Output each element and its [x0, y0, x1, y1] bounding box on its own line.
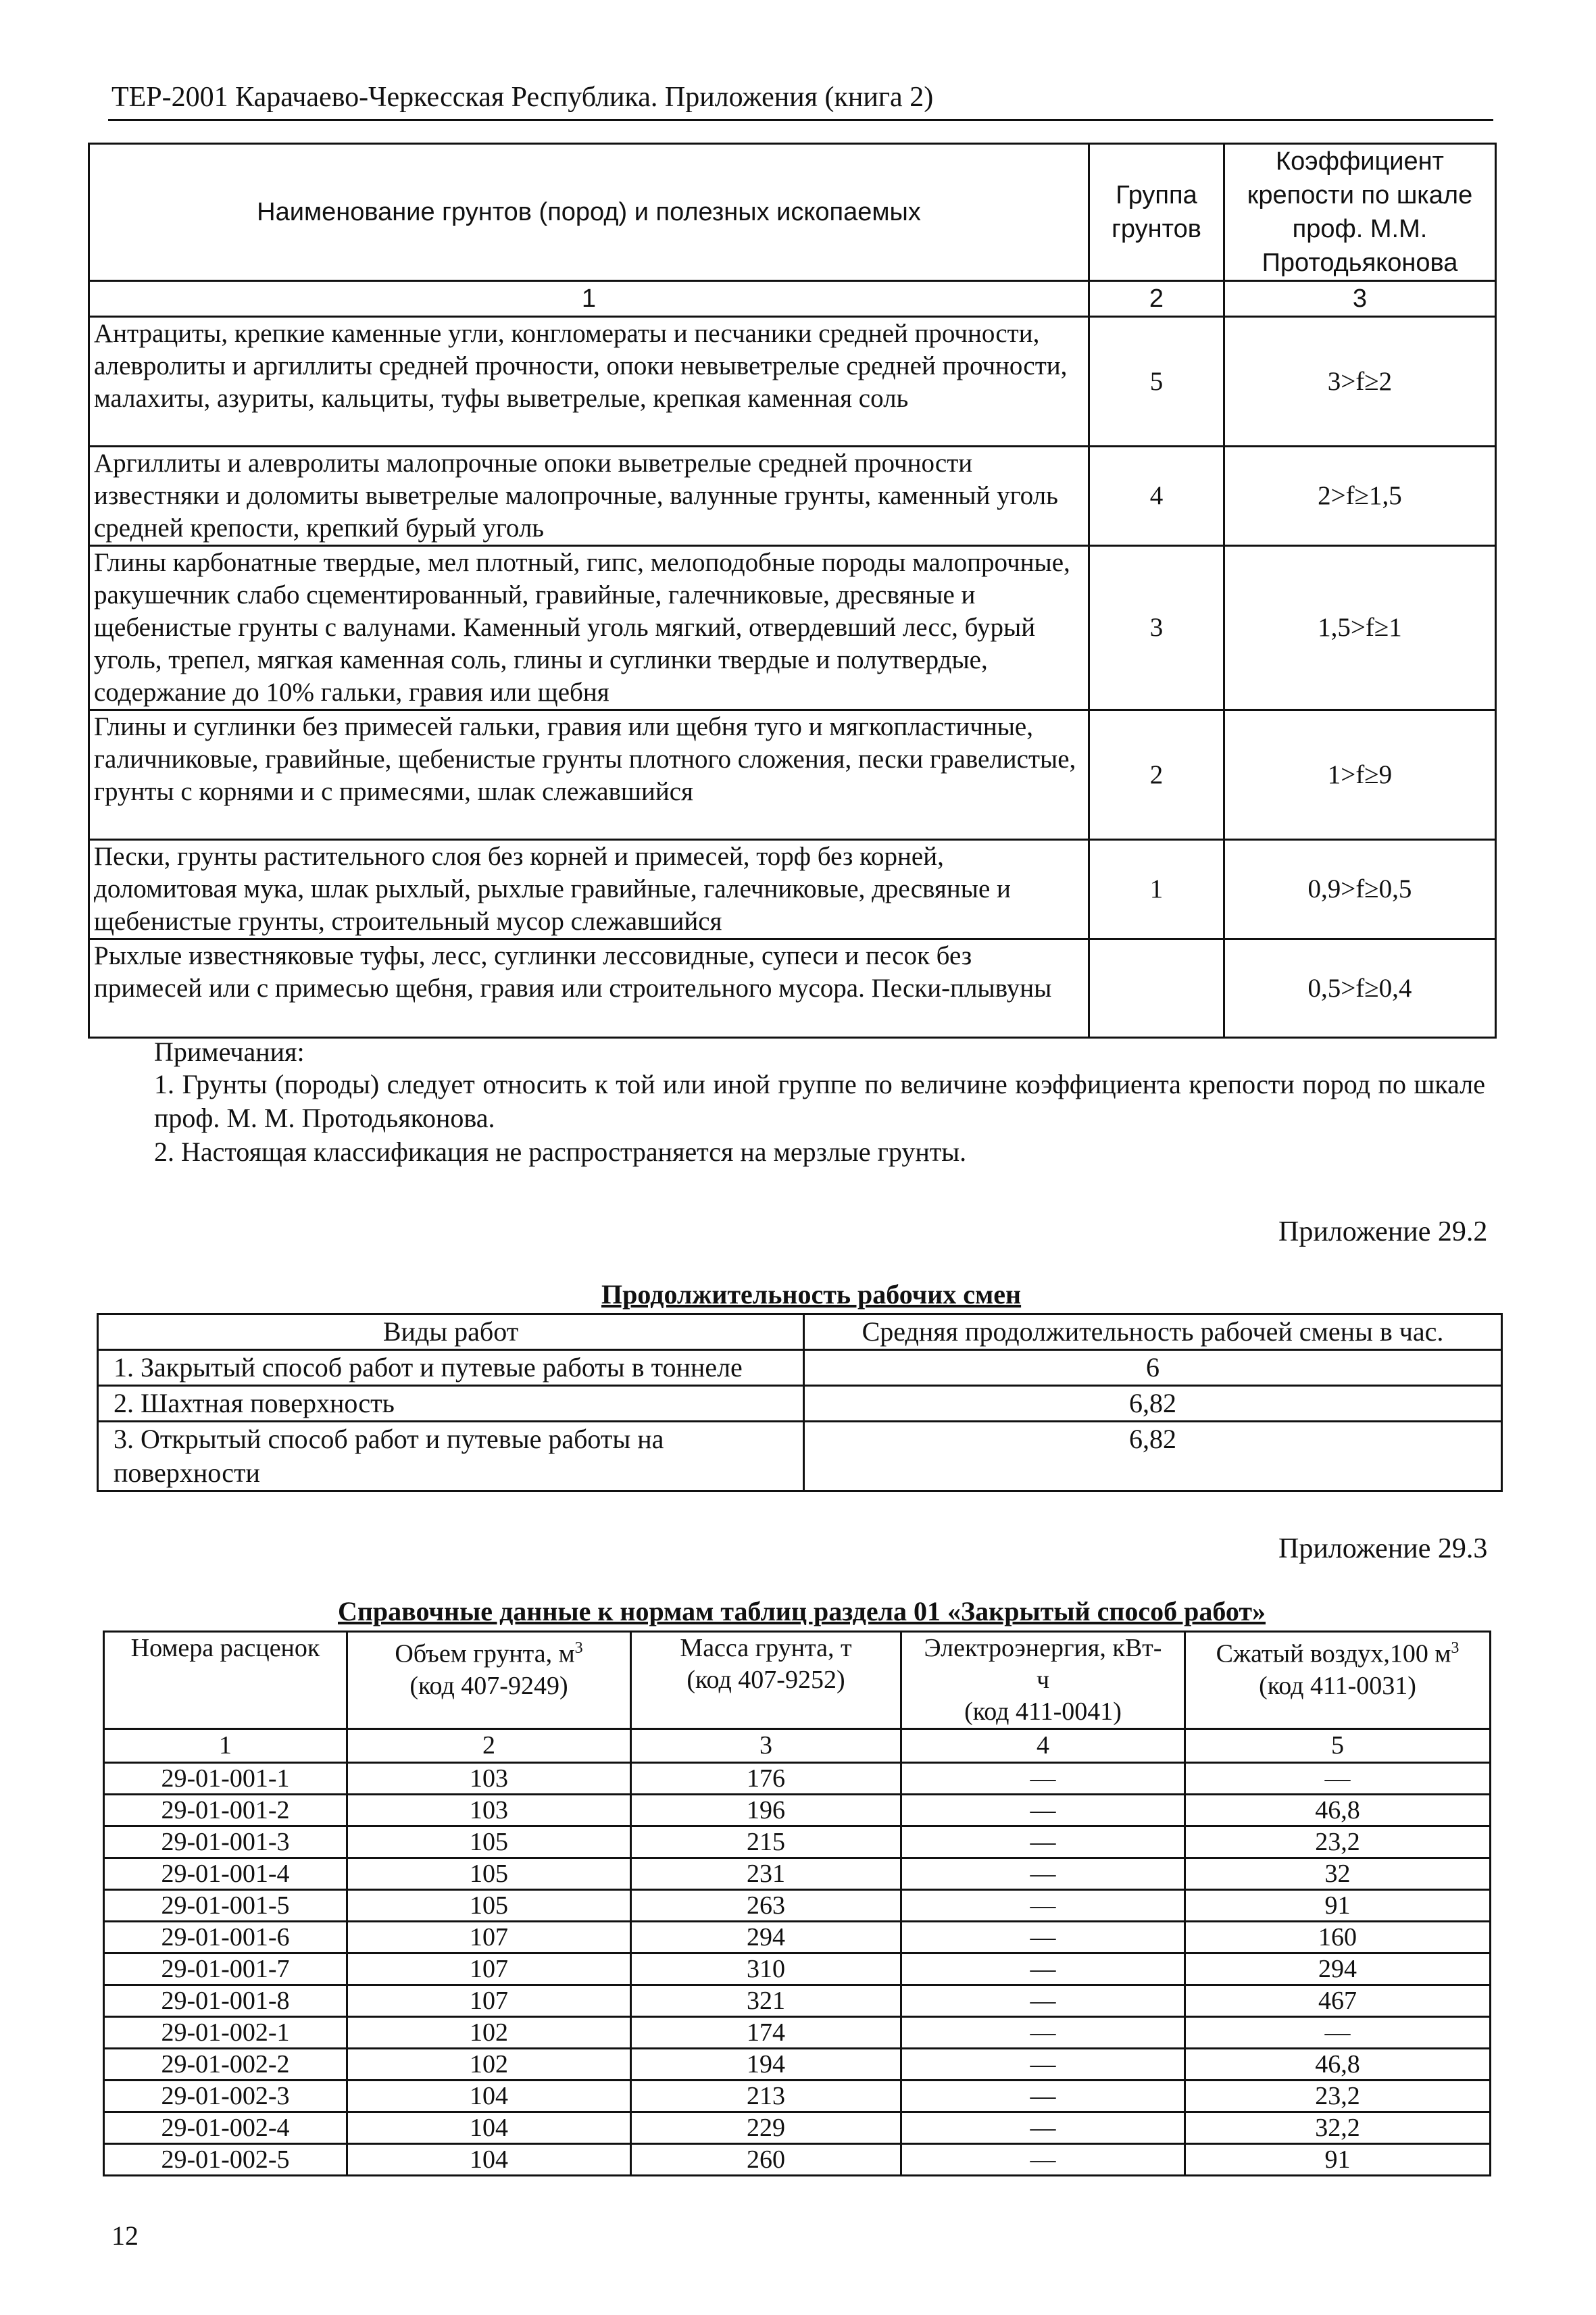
work-type: 2. Шахтная поверхность — [98, 1386, 804, 1422]
running-header: ТЕР-2001 Карачаево-Черкесская Республика. Приложения (книга 2) — [111, 82, 934, 113]
table-row — [98, 1350, 1502, 1386]
header-text: Сжатый воздух,100 м — [1216, 1639, 1451, 1668]
rate-code: 29-01-001-5 — [104, 1890, 347, 1922]
table-row — [104, 2049, 1491, 2081]
soil-name: Глины карбонатные твердые, мел плотный, гипс, мелоподобные породы малопрочные, ракушечник слабо сцементированный, гравийные, галечниковые, дресвяные и щебенистые грунты с валунами. Каменный уголь мягкий, отвердевший лесс, бурый уголь, трепел, мягкая каменная соль, глины и суглинки твердые и полутвердые, содержание до 10% гальки, гравия или щебня — [89, 546, 1089, 710]
table-row — [89, 710, 1496, 840]
note-text: 1. Грунты (породы) следует относить к той или иной группе по величине коэффициента крепости пород по шкале проф. М. М. Протодьяконова. — [154, 1069, 1485, 1133]
soil-volume: 103 — [347, 1763, 631, 1795]
table-row — [89, 840, 1496, 939]
soil-col-number: 3 — [1224, 281, 1496, 317]
soil-coef: 3>f≥2 — [1224, 317, 1496, 447]
rate-code: 29-01-002-2 — [104, 2049, 347, 2081]
electricity: — — [901, 1858, 1185, 1890]
soil-col-number: 2 — [1089, 281, 1224, 317]
table-row — [104, 2017, 1491, 2049]
soil-volume: 105 — [347, 1858, 631, 1890]
electricity: — — [901, 2112, 1185, 2144]
shift-duration-table — [97, 1313, 1503, 1492]
rate-code: 29-01-002-3 — [104, 2081, 347, 2112]
work-type: 3. Открытый способ работ и путевые работы на поверхности — [98, 1422, 804, 1491]
page-number: 12 — [111, 2220, 139, 2251]
compressed-air: 32,2 — [1185, 2112, 1491, 2144]
soil-name: Аргиллиты и алевролиты малопрочные опоки выветрелые средней прочности известняки и доломиты выветрелые малопрочные, валунные грунты, каменный уголь средней крепости, крепкий бурый уголь — [89, 447, 1089, 546]
soil-mass: 176 — [631, 1763, 901, 1795]
ref-col-header-mass — [631, 1632, 901, 1729]
table-row — [98, 1386, 1502, 1422]
soil-mass: 194 — [631, 2049, 901, 2081]
soil-name: Антрациты, крепкие каменные угли, конгломераты и песчаники средней прочности, алевролиты и аргиллиты средней прочности, опоки невыветрелые средней прочности, малахиты, азуриты, кальциты, туфы выветрелые, крепкая каменная соль — [89, 317, 1089, 447]
soil-classification-table — [88, 143, 1497, 1039]
ref-col-header-volume — [347, 1632, 631, 1729]
table-row — [104, 1890, 1491, 1922]
table-row — [104, 2144, 1491, 2176]
electricity: — — [901, 1763, 1185, 1795]
soil-name: Пески, грунты растительного слоя без корней и примесей, торф без корней, доломитовая мука, шлак рыхлый, рыхлые гравийные, галечниковые, дресвяные и щебенистые грунты, строительный мусор слежавшийся — [89, 840, 1089, 939]
electricity: — — [901, 2144, 1185, 2176]
soil-group: 2 — [1089, 710, 1224, 840]
ref-col-number: 3 — [631, 1729, 901, 1763]
compressed-air: 91 — [1185, 1890, 1491, 1922]
header-code: (код 411-0041) — [964, 1697, 1122, 1726]
soil-volume: 105 — [347, 1826, 631, 1858]
note-item-1 — [154, 1068, 1485, 1135]
ref-col-number: 1 — [104, 1729, 347, 1763]
soil-group: 4 — [1089, 447, 1224, 546]
compressed-air: 32 — [1185, 1858, 1491, 1890]
rate-code: 29-01-002-4 — [104, 2112, 347, 2144]
appendix-label: Приложение 29.2 — [1278, 1216, 1488, 1247]
compressed-air: 160 — [1185, 1922, 1491, 1953]
table-row — [104, 1826, 1491, 1858]
soil-name: Рыхлые известняковые туфы, лесс, суглинки лессовидные, супеси и песок без примесей или с примесью щебня, гравия или строительного мусора. Пески-плывуны — [89, 939, 1089, 1038]
ref-col-number: 5 — [1185, 1729, 1491, 1763]
soil-coef: 0,5>f≥0,4 — [1224, 939, 1496, 1038]
ref-col-number: 4 — [901, 1729, 1185, 1763]
header-code: (код 407-9252) — [687, 1666, 845, 1694]
soil-mass: 174 — [631, 2017, 901, 2049]
soil-volume: 107 — [347, 1953, 631, 1985]
soil-mass: 231 — [631, 1858, 901, 1890]
soil-mass: 260 — [631, 2144, 901, 2176]
soil-mass: 263 — [631, 1890, 901, 1922]
rate-code: 29-01-001-1 — [104, 1763, 347, 1795]
table-row — [104, 1953, 1491, 1985]
soil-mass: 310 — [631, 1953, 901, 1985]
electricity: — — [901, 1890, 1185, 1922]
rate-code: 29-01-001-6 — [104, 1922, 347, 1953]
table-row — [98, 1422, 1502, 1491]
reference-data-table — [103, 1631, 1491, 2176]
electricity: — — [901, 2081, 1185, 2112]
soil-coef: 1,5>f≥1 — [1224, 546, 1496, 710]
superscript: 3 — [574, 1639, 583, 1657]
ref-col-number: 2 — [347, 1729, 631, 1763]
table-row — [104, 1795, 1491, 1826]
soil-volume: 104 — [347, 2112, 631, 2144]
soil-mass: 215 — [631, 1826, 901, 1858]
header-text: ч — [1036, 1666, 1050, 1694]
soil-col-number: 1 — [89, 281, 1089, 317]
table-row — [104, 1763, 1491, 1795]
soil-volume: 107 — [347, 1985, 631, 2017]
appendix-label: Приложение 29.3 — [1278, 1533, 1488, 1564]
shift-hours: 6,82 — [804, 1386, 1502, 1422]
soil-name: Глины и суглинки без примесей гальки, гравия или щебня туго и мягкопластичные, галичниковые, гравийные, щебенистые грунты плотного сложения, пески гравелистые, грунты с корнями и с примесями, шлак слежавшийся — [89, 710, 1089, 840]
compressed-air: 46,8 — [1185, 1795, 1491, 1826]
soil-group: 5 — [1089, 317, 1224, 447]
compressed-air: — — [1185, 1763, 1491, 1795]
soil-mass: 321 — [631, 1985, 901, 2017]
shift-col-header: Виды работ — [98, 1314, 804, 1350]
compressed-air: 46,8 — [1185, 2049, 1491, 2081]
header-text: Электроэнергия, кВт- — [924, 1634, 1162, 1662]
soil-col-header-group: Группа грунтов — [1089, 144, 1224, 281]
note-item-2: 2. Настоящая классификация не распространяется на мерзлые грунты. — [154, 1137, 967, 1167]
rate-code: 29-01-001-8 — [104, 1985, 347, 2017]
shift-col-header: Средняя продолжительность рабочей смены в час. — [804, 1314, 1502, 1350]
table-row — [104, 1985, 1491, 2017]
header-text: Масса грунта, т — [680, 1634, 852, 1662]
header-code: (код 411-0031) — [1259, 1671, 1416, 1700]
soil-group: 1 — [1089, 840, 1224, 939]
soil-volume: 107 — [347, 1922, 631, 1953]
table-title: Справочные данные к нормам таблиц раздела 01 «Закрытый способ работ» — [338, 1596, 1266, 1626]
table-row — [104, 1922, 1491, 1953]
superscript: 3 — [1451, 1639, 1460, 1657]
soil-mass: 213 — [631, 2081, 901, 2112]
table-row — [104, 1858, 1491, 1890]
soil-volume: 104 — [347, 2144, 631, 2176]
soil-coef: 1>f≥9 — [1224, 710, 1496, 840]
soil-coef: 0,9>f≥0,5 — [1224, 840, 1496, 939]
table-row — [89, 939, 1496, 1038]
compressed-air: 23,2 — [1185, 1826, 1491, 1858]
electricity: — — [901, 1953, 1185, 1985]
electricity: — — [901, 1826, 1185, 1858]
electricity: — — [901, 1795, 1185, 1826]
soil-volume: 103 — [347, 1795, 631, 1826]
header-rule — [108, 119, 1493, 121]
soil-coef: 2>f≥1,5 — [1224, 447, 1496, 546]
rate-code: 29-01-002-1 — [104, 2017, 347, 2049]
compressed-air: 467 — [1185, 1985, 1491, 2017]
soil-mass: 294 — [631, 1922, 901, 1953]
electricity: — — [901, 1922, 1185, 1953]
electricity: — — [901, 1985, 1185, 2017]
soil-mass: 196 — [631, 1795, 901, 1826]
compressed-air: 23,2 — [1185, 2081, 1491, 2112]
soil-col-header-name: Наименование грунтов (пород) и полезных ископаемых — [89, 144, 1089, 281]
electricity: — — [901, 2049, 1185, 2081]
soil-volume: 102 — [347, 2017, 631, 2049]
rate-code: 29-01-001-7 — [104, 1953, 347, 1985]
soil-volume: 105 — [347, 1890, 631, 1922]
table-row — [104, 2112, 1491, 2144]
compressed-air: 294 — [1185, 1953, 1491, 1985]
compressed-air: — — [1185, 2017, 1491, 2049]
soil-volume: 104 — [347, 2081, 631, 2112]
shift-hours: 6 — [804, 1350, 1502, 1386]
rate-code: 29-01-001-3 — [104, 1826, 347, 1858]
ref-col-header-code: Номера расценок — [104, 1632, 347, 1729]
ref-col-header-electricity — [901, 1632, 1185, 1729]
rate-code: 29-01-001-4 — [104, 1858, 347, 1890]
soil-volume: 102 — [347, 2049, 631, 2081]
table-row — [89, 447, 1496, 546]
shift-hours: 6,82 — [804, 1422, 1502, 1491]
notes-title: Примечания: — [154, 1037, 305, 1067]
soil-group — [1089, 939, 1224, 1038]
header-code: (код 407-9249) — [409, 1671, 568, 1700]
work-type: 1. Закрытый способ работ и путевые работы в тоннеле — [98, 1350, 804, 1386]
electricity: — — [901, 2017, 1185, 2049]
soil-col-header-coef: Коэффициент крепости по шкале проф. М.М. Протодьяконова — [1224, 144, 1496, 281]
compressed-air: 91 — [1185, 2144, 1491, 2176]
soil-group: 3 — [1089, 546, 1224, 710]
ref-col-header-air — [1185, 1632, 1491, 1729]
rate-code: 29-01-001-2 — [104, 1795, 347, 1826]
header-text: Объем грунта, м — [395, 1639, 575, 1668]
soil-mass: 229 — [631, 2112, 901, 2144]
rate-code: 29-01-002-5 — [104, 2144, 347, 2176]
table-row — [89, 317, 1496, 447]
table-row — [104, 2081, 1491, 2112]
table-row — [89, 546, 1496, 710]
table-title: Продолжительность рабочих смен — [601, 1279, 1022, 1310]
